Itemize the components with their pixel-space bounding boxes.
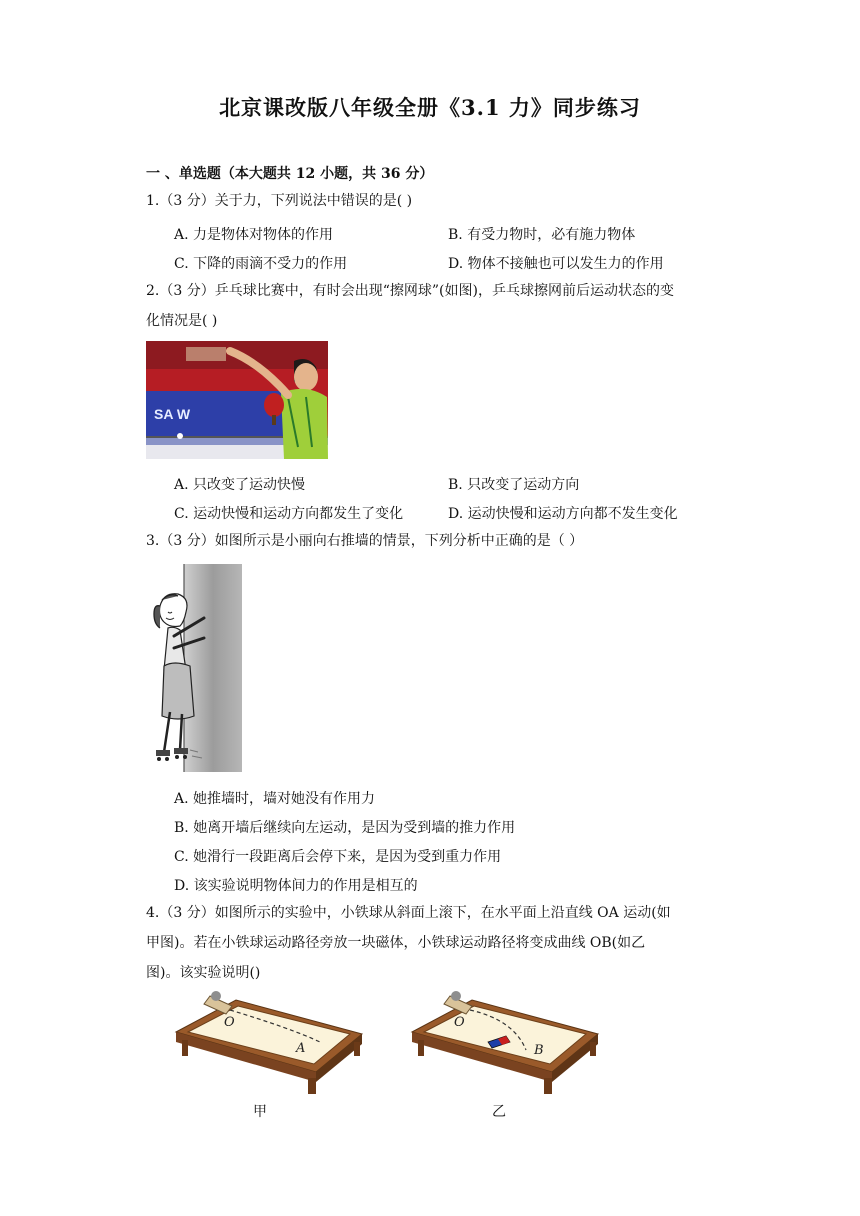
table-tennis-photo: [146, 341, 328, 459]
question-1-option-a: A. 力是物体对物体的作用: [174, 227, 334, 243]
question-2-option-a: A. 只改变了运动快慢: [174, 477, 306, 493]
question-3-option-a: A. 她推墙时，墙对她没有作用力: [174, 791, 376, 807]
question-2-option-b: B. 只改变了运动方向: [448, 477, 580, 493]
point-b-label: B: [534, 1043, 544, 1058]
point-o-label-right: O: [454, 1015, 465, 1030]
figure-caption-yi: 乙: [492, 1104, 506, 1120]
point-a-label: A: [296, 1041, 306, 1056]
experiment-figure-jia: [170, 990, 370, 1096]
page-title: 北京课改版八年级全册《3.1 力》同步练习: [219, 95, 641, 120]
girl-pushing-wall-drawing: [146, 562, 246, 774]
experiment-figure-yi: [406, 990, 606, 1096]
question-2-option-d: D. 运动快慢和运动方向都不发生变化: [448, 506, 678, 522]
question-2-stem-line2: 化情况是( ): [146, 313, 218, 329]
section-heading: 一 、单选题（本大题共 12 小题，共 36 分）: [146, 166, 434, 182]
question-3-stem: 3.（3 分）如图所示是小丽向右推墙的情景，下列分析中正确的是（ ）: [146, 533, 584, 549]
question-1-stem: 1.（3 分）关于力，下列说法中错误的是( ): [146, 193, 413, 209]
point-o-label-left: O: [224, 1015, 235, 1030]
question-3-option-b: B. 她离开墙后继续向左运动，是因为受到墙的推力作用: [174, 820, 516, 836]
question-4-stem-line3: 图)。该实验说明(): [146, 965, 261, 981]
question-4-stem-line1: 4.（3 分）如图所示的实验中，小铁球从斜面上滚下，在水平面上沿直线 OA 运动(如: [146, 905, 671, 921]
question-1-option-d: D. 物体不接触也可以发生力的作用: [448, 256, 664, 272]
question-4-stem-line2: 甲图)。若在小铁球运动路径旁放一块磁体，小铁球运动路径将变成曲线 OB(如乙: [146, 935, 646, 951]
svg-text:SA W: SA W: [154, 406, 191, 422]
question-3-option-d: D. 该实验说明物体间力的作用是相互的: [174, 878, 418, 894]
figure-caption-jia: 甲: [253, 1104, 267, 1120]
question-3-option-c: C. 她滑行一段距离后会停下来，是因为受到重力作用: [174, 849, 502, 865]
question-1-option-c: C. 下降的雨滴不受力的作用: [174, 256, 348, 272]
question-1-option-b: B. 有受力物时，必有施力物体: [448, 227, 636, 243]
question-2-option-c: C. 运动快慢和运动方向都发生了变化: [174, 506, 404, 522]
question-2-stem-line1: 2.（3 分）乒乓球比赛中，有时会出现“擦网球”(如图)，乒乓球擦网前后运动状态的变: [146, 283, 674, 299]
